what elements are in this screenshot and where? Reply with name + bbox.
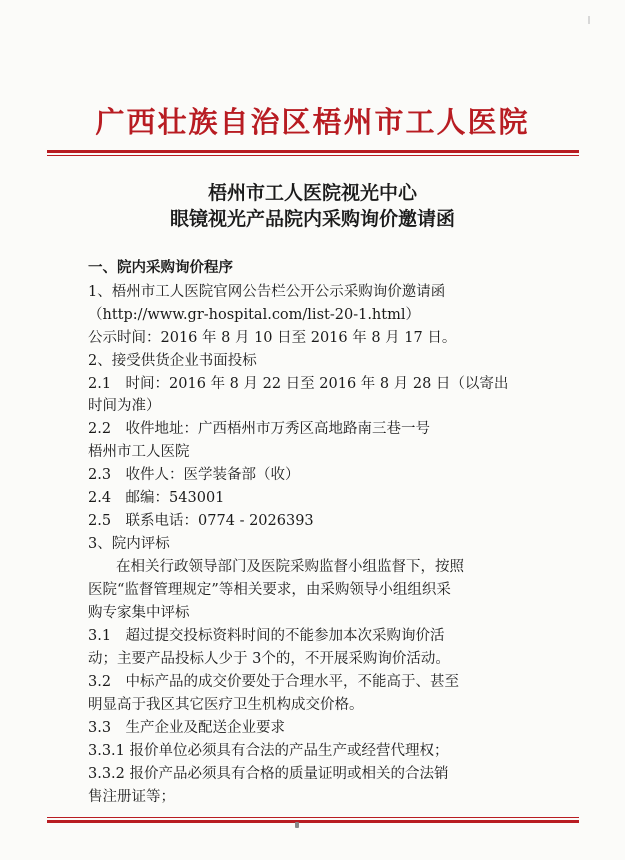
body-line: 3.1 超过提交投标资料时间的不能参加本次采购询价活 [88,628,445,644]
body-line: 3.3.2 报价产品必须具有合格的质量证明或相关的合法销 [88,766,449,782]
body-line: 医院“监督管理规定”等相关要求，由采购领导小组组织采 [88,582,451,598]
body-line: 2.4 邮编：543001 [88,490,225,506]
body-line: 明显高于我区其它医疗卫生机构成交价格。 [88,697,364,713]
letterhead-title: 广西壮族自治区梧州市工人医院 [95,105,530,139]
letterhead-rule-thin [47,155,579,156]
footer-rule-thick [47,820,579,823]
body-line: 公示时间：2016 年 8 月 10 日至 2016 年 8 月 17 日。 [88,330,457,346]
body-line: 3.3 生产企业及配送企业要求 [88,720,286,736]
footer-rule-thin [47,817,579,818]
body-line: 动；主要产品投标人少于 3个的，不开展采购询价活动。 [88,651,450,667]
body-line: 购专家集中评标 [88,605,190,621]
letterhead-rule-thick [47,150,579,153]
body-line: 在相关行政领导部门及医院采购监督小组监督下，按照 [116,559,464,575]
body-line: 3、院内评标 [88,536,170,552]
body-line: 2.1 时间：2016 年 8 月 22 日至 2016 年 8 月 28 日（以寄出 [88,376,509,392]
body-line: 梧州市工人医院 [88,444,190,460]
body-line: 售注册证等； [88,789,175,805]
body-line: 2.5 联系电话：0774 - 2026393 [88,513,314,529]
body-line: 3.3.1 报价单位必须具有合法的产品生产或经营代理权； [88,743,449,759]
body-line-url: （http://www.gr-hospital.com/list-20-1.html） [88,307,420,323]
doc-title-line2: 眼镜视光产品院内采购询价邀请函 [169,208,455,230]
doc-title-line1: 梧州市工人医院视光中心 [207,182,417,204]
body-line: 2、接受供货企业书面投标 [88,353,257,369]
page-mark [295,822,299,828]
scan-speck [588,16,590,24]
body-line: 3.2 中标产品的成交价要处于合理水平，不能高于、甚至 [88,674,460,690]
body-line: 时间为准） [88,398,161,414]
body-line: 1、梧州市工人医院官网公告栏公开公示采购询价邀请函 [88,284,446,300]
section-heading-procedure: 一、院内采购询价程序 [88,259,233,276]
body-line: 2.3 收件人：医学装备部（收） [88,467,300,483]
body-line: 2.2 收件地址：广西梧州市万秀区高地路南三巷一号 [88,421,431,437]
